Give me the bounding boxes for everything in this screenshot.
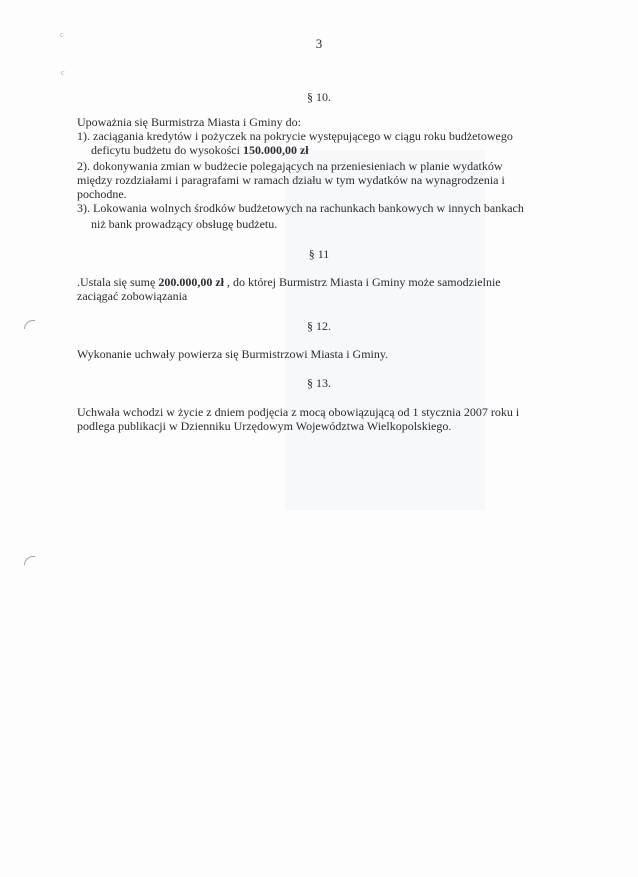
item1-text: deficytu budżetu do wysokości [91, 143, 240, 157]
section-10-item1-line2 [91, 144, 309, 157]
s11-prefix: .Ustala się sumę [77, 275, 156, 289]
scan-mark: c [60, 30, 64, 39]
section-10-heading: § 10. [307, 90, 331, 104]
section-10-item2-line1: 2). dokonywania zmian w budżecie polegających na przeniesieniach w planie wydatków [77, 159, 503, 173]
section-12-heading: § 12. [307, 319, 331, 333]
section-11-line1 [77, 276, 501, 289]
section-10-item2-line3: pochodne. [77, 187, 127, 201]
section-13-line1: Uchwała wchodzi w życie z dniem podjęcia z mocą obowiązującą od 1 stycznia 2007 roku i [77, 405, 520, 419]
punch-hole-mark [24, 556, 35, 565]
section-10-item2-line2: między rozdziałami i paragrafami w ramach działu w tym wydatków na wynagrodzenia i [77, 173, 505, 187]
s11-suffix: , do której Burmistrz Miasta i Gminy może samodzielnie [227, 275, 501, 289]
section-11-line2: zaciągać zobowiązania [77, 289, 188, 303]
scan-mark: c [61, 68, 65, 77]
item1-amount: 150.000,00 zł [242, 143, 309, 157]
s11-amount: 200.000,00 zł [158, 275, 224, 289]
section-10-item3-line2: niż bank prowadzący obsługę budżetu. [91, 217, 278, 231]
section-10-intro: Upoważnia się Burmistrza Miasta i Gminy do: [77, 115, 301, 129]
section-13-heading: § 13. [307, 376, 331, 390]
section-11-heading: § 11 [308, 247, 330, 261]
section-12-text: Wykonanie uchwały powierza się Burmistrzowi Miasta i Gminy. [77, 347, 389, 361]
section-13-line2: podlega publikacji w Dzienniku Urzędowym Województwa Wielkopolskiego. [77, 419, 452, 433]
page-number: 3 [315, 36, 323, 51]
section-10-item1-line1: 1). zaciągania kredytów i pożyczek na pokrycie występującego w ciągu roku budżetowego [77, 129, 513, 143]
section-10-item3-line1: 3). Lokowania wolnych środków budżetowych na rachunkach bankowych w innych bankach [77, 201, 524, 215]
